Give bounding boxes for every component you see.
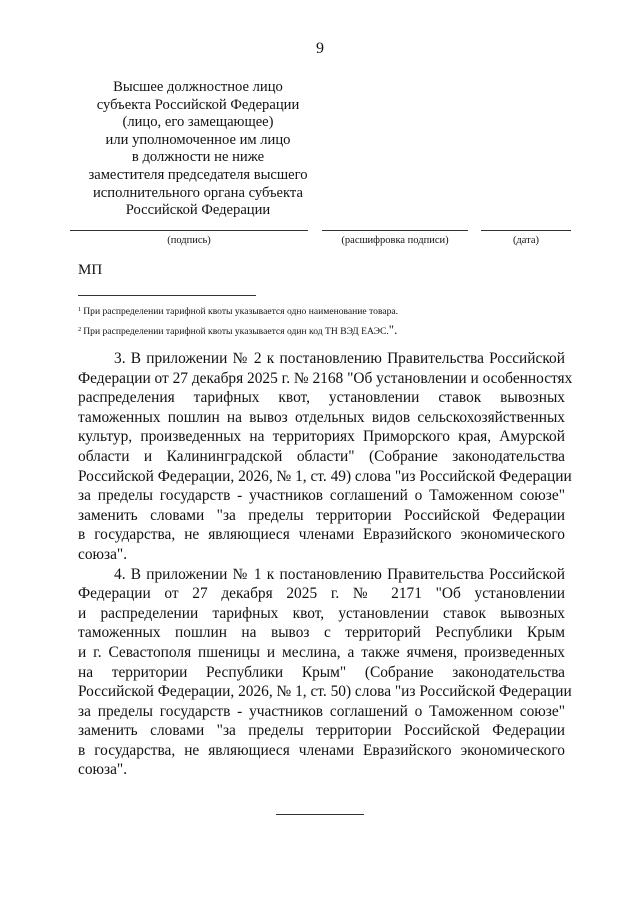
paragraph-4 bbox=[78, 565, 572, 781]
text-line: таможенных пошлин на вывоз отдельных видов сельскохозяйственных bbox=[78, 408, 565, 426]
official-line: или уполномоченное им лицо bbox=[105, 131, 291, 148]
text-line: на территории Республики Крым" (Собрание законодательства bbox=[78, 663, 565, 681]
text-line: Российской Федерации, 2026, № 1, ст. 49) слова "из Российской Федерации bbox=[78, 467, 572, 485]
text-line: заменить словами "за пределы территории Российской Федерации bbox=[78, 722, 565, 740]
stamp-place-label: МП bbox=[78, 262, 103, 278]
date-label: (дата) bbox=[512, 235, 540, 246]
official-line: субъекта Российской Федерации bbox=[96, 96, 300, 113]
text-line: области и Калининградской области" (Собрание законодательства bbox=[78, 447, 565, 465]
signature-label: (подпись) bbox=[167, 235, 211, 246]
footnote-mark: 2 bbox=[78, 326, 82, 333]
text-line: за пределы государств - участников соглашений о Таможенном союзе" bbox=[78, 487, 565, 505]
footnote-separator bbox=[78, 295, 256, 296]
text-line: и распределении тарифных квот, установлении ставок вывозных bbox=[78, 604, 565, 622]
text-line: культур, произведенных на территориях Приморского края, Амурской bbox=[78, 428, 565, 446]
text-line: заменить словами "за пределы территории Российской Федерации bbox=[78, 506, 565, 524]
official-signatory-block bbox=[78, 79, 318, 220]
page-number: 9 bbox=[316, 40, 324, 57]
text-line: и г. Севастополя пшеницы и меслина, а также ячменя, произведенных bbox=[78, 643, 565, 661]
date-line bbox=[481, 230, 571, 231]
official-line: Российской Федерации bbox=[125, 202, 271, 219]
footnote-text: При распределении тарифной квоты указывается одно наименование товара. bbox=[83, 306, 399, 317]
text-line: 4. В приложении № 1 к постановлению Правительства Российской bbox=[114, 565, 565, 583]
end-of-text-rule bbox=[276, 814, 364, 815]
text-line: Федерации от 27 декабря 2025 г. № 2171 "Об установлении bbox=[78, 585, 565, 603]
text-line: союза". bbox=[78, 761, 128, 779]
text-line: за пределы государств - участников соглашений о Таможенном союзе" bbox=[78, 702, 565, 720]
official-line: в должности не ниже bbox=[131, 149, 265, 166]
signature-line bbox=[70, 230, 308, 231]
text-line: распределения тарифных квот, установлении ставок вывозных bbox=[78, 389, 565, 407]
text-line: союза". bbox=[78, 545, 128, 563]
official-line: Высшее должностное лицо bbox=[113, 79, 283, 95]
text-line: в государства, не являющиеся членами Евразийского экономического bbox=[78, 526, 565, 544]
text-line: Федерации от 27 декабря 2025 г. № 2168 "Об установлении и особенностях bbox=[78, 369, 573, 387]
footnote-1 bbox=[78, 306, 398, 317]
text-line: 3. В приложении № 2 к постановлению Правительства Российской bbox=[114, 350, 565, 367]
footnote-quote-mark: ". bbox=[388, 322, 398, 337]
text-line: в государства, не являющиеся членами Евразийского экономического bbox=[78, 741, 565, 759]
official-line: исполнительного органа субъекта bbox=[93, 184, 303, 201]
text-line: Российской Федерации, 2026, № 1, ст. 50) слова "из Российской Федерации bbox=[78, 683, 572, 701]
decoding-label: (расшифровка подписи) bbox=[341, 235, 449, 246]
text-line: таможенных пошлин на вывоз с территорий Республики Крым bbox=[78, 624, 565, 642]
footnote-text: При распределении тарифной квоты указывается один код ТН ВЭД ЕАЭС. bbox=[83, 326, 389, 337]
paragraph-3 bbox=[78, 349, 573, 565]
footnote-mark: 1 bbox=[78, 306, 82, 313]
decoding-line bbox=[322, 230, 468, 231]
official-line: (лицо, его замещающее) bbox=[122, 114, 274, 131]
document-body bbox=[78, 349, 573, 780]
footnote-2 bbox=[78, 322, 397, 338]
official-line: заместителя председателя высшего bbox=[88, 166, 308, 183]
